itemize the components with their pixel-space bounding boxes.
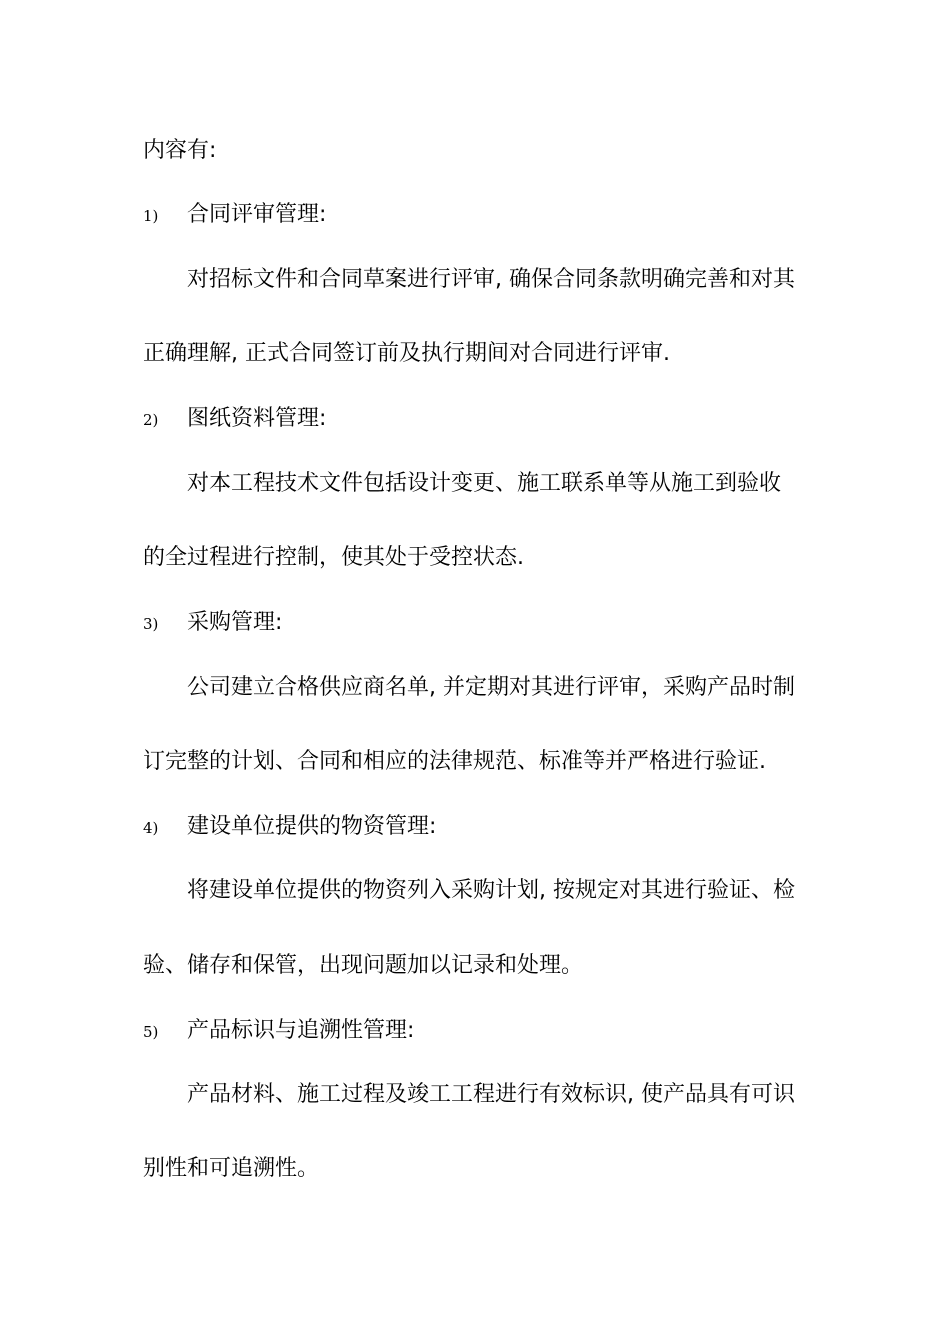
section-4-body-line1: 将建设单位提供的物资列入采购计划, 按规定对其进行验证、检 [187, 878, 795, 903]
section-5-number: 5) [143, 1023, 159, 1041]
section-4-number: 4) [143, 819, 159, 837]
section-2-heading: 图纸资料管理: [187, 406, 327, 431]
section-2-number: 2) [143, 411, 159, 429]
section-1-number: 1) [143, 207, 159, 225]
section-1-body-line2: 正确理解, 正式合同签订前及执行期间对合同进行评审. [143, 341, 670, 366]
section-3-number: 3) [143, 615, 159, 633]
section-5-body-line2: 别性和可追溯性。 [143, 1156, 320, 1181]
intro-text: 内容有: [143, 138, 217, 163]
section-5-body-line1: 产品材料、施工过程及竣工工程进行有效标识, 使产品具有可识 [187, 1082, 795, 1107]
section-4-heading: 建设单位提供的物资管理: [187, 814, 437, 839]
section-2-body-line1: 对本工程技术文件包括设计变更、施工联系单等从施工到验收 [187, 471, 782, 496]
section-1-heading: 合同评审管理: [187, 202, 327, 227]
section-3-body-line1: 公司建立合格供应商名单, 并定期对其进行评审，采购产品时制 [187, 675, 795, 700]
section-3-heading: 采购管理: [187, 610, 283, 635]
section-5-heading: 产品标识与追溯性管理: [187, 1018, 415, 1043]
section-4-body-line2: 验、储存和保管，出现问题加以记录和处理。 [143, 953, 584, 978]
section-2-body-line2: 的全过程进行控制，使其处于受控状态. [143, 545, 524, 570]
section-3-body-line2: 订完整的计划、合同和相应的法律规范、标准等并严格进行验证. [143, 749, 766, 774]
section-1-body-line1: 对招标文件和合同草案进行评审, 确保合同条款明确完善和对其 [187, 267, 795, 292]
